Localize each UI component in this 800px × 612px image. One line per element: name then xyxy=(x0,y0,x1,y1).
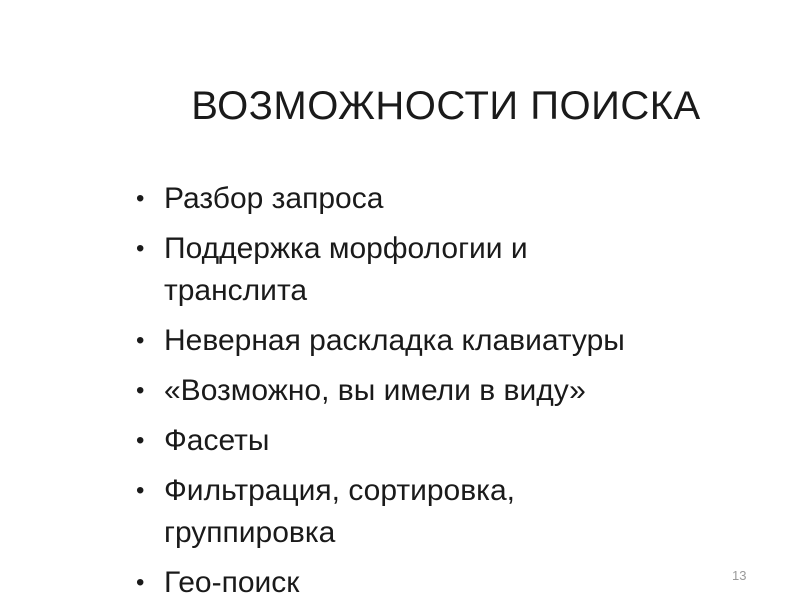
bullet-text: Разбор запроса xyxy=(164,182,384,215)
bullet-item xyxy=(133,370,753,412)
bullet-item xyxy=(133,320,753,362)
bullet-dot-icon: • xyxy=(136,235,145,262)
bullet-item xyxy=(133,470,753,554)
bullet-item xyxy=(133,420,753,462)
bullet-text: «Возможно, вы имели в виду» xyxy=(164,374,586,407)
bullet-item xyxy=(133,562,753,604)
bullet-item xyxy=(133,228,753,312)
slide-title: ВОЗМОЖНОСТИ ПОИСКА xyxy=(191,84,701,128)
bullet-list xyxy=(133,178,753,612)
bullet-text-line: Фильтрация, сортировка, xyxy=(164,474,515,507)
bullet-text-line: транслита xyxy=(164,274,308,307)
bullet-text: Неверная раскладка клавиатуры xyxy=(164,324,625,357)
bullet-dot-icon: • xyxy=(136,427,145,454)
bullet-dot-icon: • xyxy=(136,327,145,354)
bullet-text: Гео-поиск xyxy=(164,566,300,599)
bullet-dot-icon: • xyxy=(136,477,145,504)
bullet-item xyxy=(133,178,753,220)
bullet-text-line: Поддержка морфологии и xyxy=(164,232,528,265)
bullet-dot-icon: • xyxy=(136,377,145,404)
bullet-dot-icon: • xyxy=(136,569,145,596)
bullet-text: Фасеты xyxy=(164,424,270,457)
bullet-text-line: группировка xyxy=(164,516,336,549)
bullet-dot-icon: • xyxy=(136,185,145,212)
page-number: 13 xyxy=(732,568,747,583)
